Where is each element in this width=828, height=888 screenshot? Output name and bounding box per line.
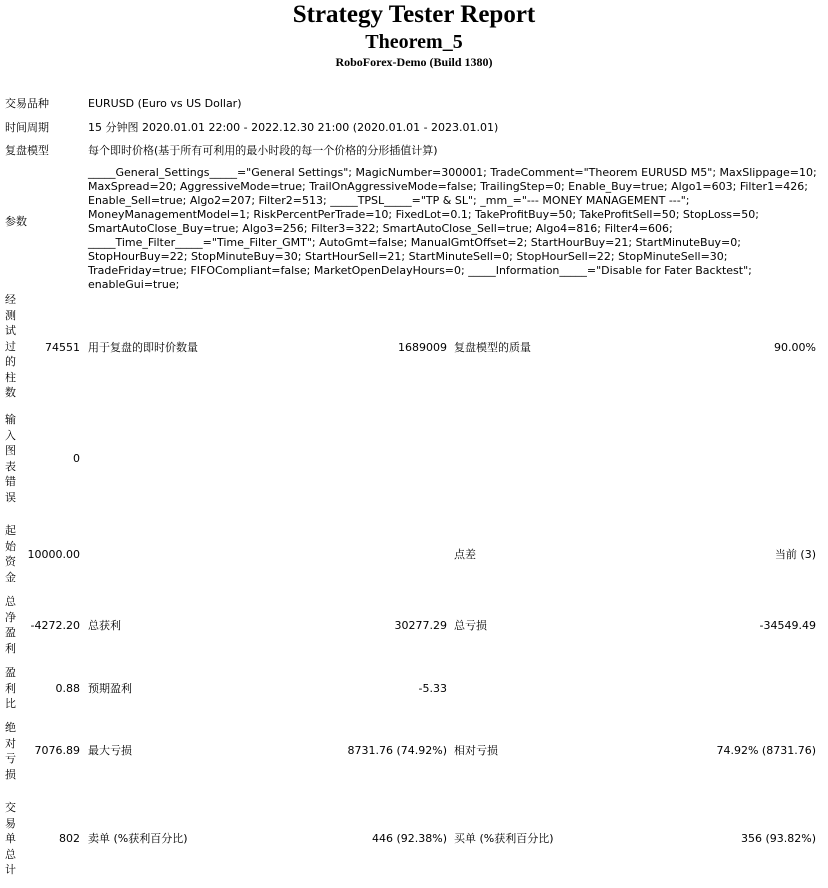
model-label: 复盘模型 <box>5 144 49 157</box>
profit-factor-value: 0.88 <box>55 682 80 695</box>
period-value: 15 分钟图 2020.01.01 22:00 - 2022.12.30 21:00 (2020.01.01 - 2023.01.01) <box>88 121 499 134</box>
quality-label: 复盘模型的质量 <box>454 341 531 354</box>
deposit-value: 10000.00 <box>27 548 80 561</box>
bars-label: 经测试过的柱数 <box>5 293 16 399</box>
absolute-drawdown-value: 7076.89 <box>34 744 80 757</box>
gross-loss-value: -34549.49 <box>759 619 816 632</box>
profit-factor-label: 盈利比 <box>5 666 16 710</box>
period-label: 时间周期 <box>5 121 49 134</box>
spread-label: 点差 <box>454 548 476 561</box>
params-label: 参数 <box>5 215 27 228</box>
params-value: _____General_Settings_____="General Settings"; MagicNumber=300001; TradeComment="Theorem EURUSD M5"; MaxSlippage=10; MaxSpread=20; AggressiveMode=true; TrailOnAggressiveMode=false; TrailingStep=0; Enable_Buy=true; Algo1=603; Filter1=426; Enable_Sell=true; Algo2=207; Filter2=513; _____TPSL_____="TP & SL"; _mm_="--- MONEY MANAGEMENT ---"; MoneyManagementModel=1; RiskPercentPerTrade=10; FixedLot=0.1; TakeProfitBuy=50; TakeProfitSell=50; StopLoss=50; SmartAutoClose_Buy=true; Algo3=256; Filter3=322; SmartAutoClose_Sell=true; Algo4=816; Filter4=606; _____Time_Filter_____="Time_Filter_GMT"; AutoGmt=false; ManualGmtOffset=2; StartHourBuy=21; StartMinuteBuy=0; StopHourBuy=22; StopMinuteBuy=30; StartHourSell=21; StartMinuteSell=0; StopHourSell=22; StopMinuteSell=30; TradeFriday=true; FIFOCompliant=false; MarketOpenDelayHours=0; _____Information_____="Disable for Fater Backtest"; enableGui=true; <box>88 166 817 291</box>
total-trades-label: 交易单总计 <box>5 801 16 876</box>
model-value: 每个即时价格(基于所有可利用的最小时段的每一个价格的分形插值计算) <box>88 144 438 157</box>
symbol-label: 交易品种 <box>5 97 49 110</box>
long-positions-label: 买单 (%获利百分比) <box>454 832 554 845</box>
net-profit-label: 总净盈利 <box>5 595 16 655</box>
server-info: RoboForex-Demo (Build 1380) <box>335 55 493 69</box>
relative-drawdown-value: 74.92% (8731.76) <box>716 744 816 757</box>
long-positions-value: 356 (93.82%) <box>740 832 816 845</box>
relative-drawdown-label: 相对亏损 <box>454 744 498 757</box>
expert-name: Theorem_5 <box>365 31 463 53</box>
net-profit-value: -4272.20 <box>30 619 80 632</box>
ticks-value: 1689009 <box>398 341 447 354</box>
short-positions-label: 卖单 (%获利百分比) <box>88 832 188 845</box>
absolute-drawdown-label: 绝对亏损 <box>5 721 16 781</box>
total-trades-value: 802 <box>59 832 80 845</box>
quality-value: 90.00% <box>774 341 816 354</box>
max-drawdown-value: 8731.76 (74.92%) <box>347 744 447 757</box>
ticks-label: 用于复盘的即时价数量 <box>88 341 198 354</box>
symbol-value: EURUSD (Euro vs US Dollar) <box>88 97 242 110</box>
deposit-label: 起始资金 <box>5 524 16 584</box>
bars-value: 74551 <box>45 341 80 354</box>
spread-value: 当前 (3) <box>774 548 816 561</box>
expected-payoff-value: -5.33 <box>418 682 447 695</box>
max-drawdown-label: 最大亏损 <box>88 744 132 757</box>
gross-profit-value: 30277.29 <box>394 619 447 632</box>
short-positions-value: 446 (92.38%) <box>371 832 447 845</box>
errors-label: 输入图表错误 <box>5 413 16 504</box>
gross-profit-label: 总获利 <box>88 619 121 632</box>
errors-value: 0 <box>73 452 80 465</box>
expected-payoff-label: 预期盈利 <box>88 682 132 695</box>
report-title: Strategy Tester Report <box>292 1 536 28</box>
gross-loss-label: 总亏损 <box>454 619 487 632</box>
